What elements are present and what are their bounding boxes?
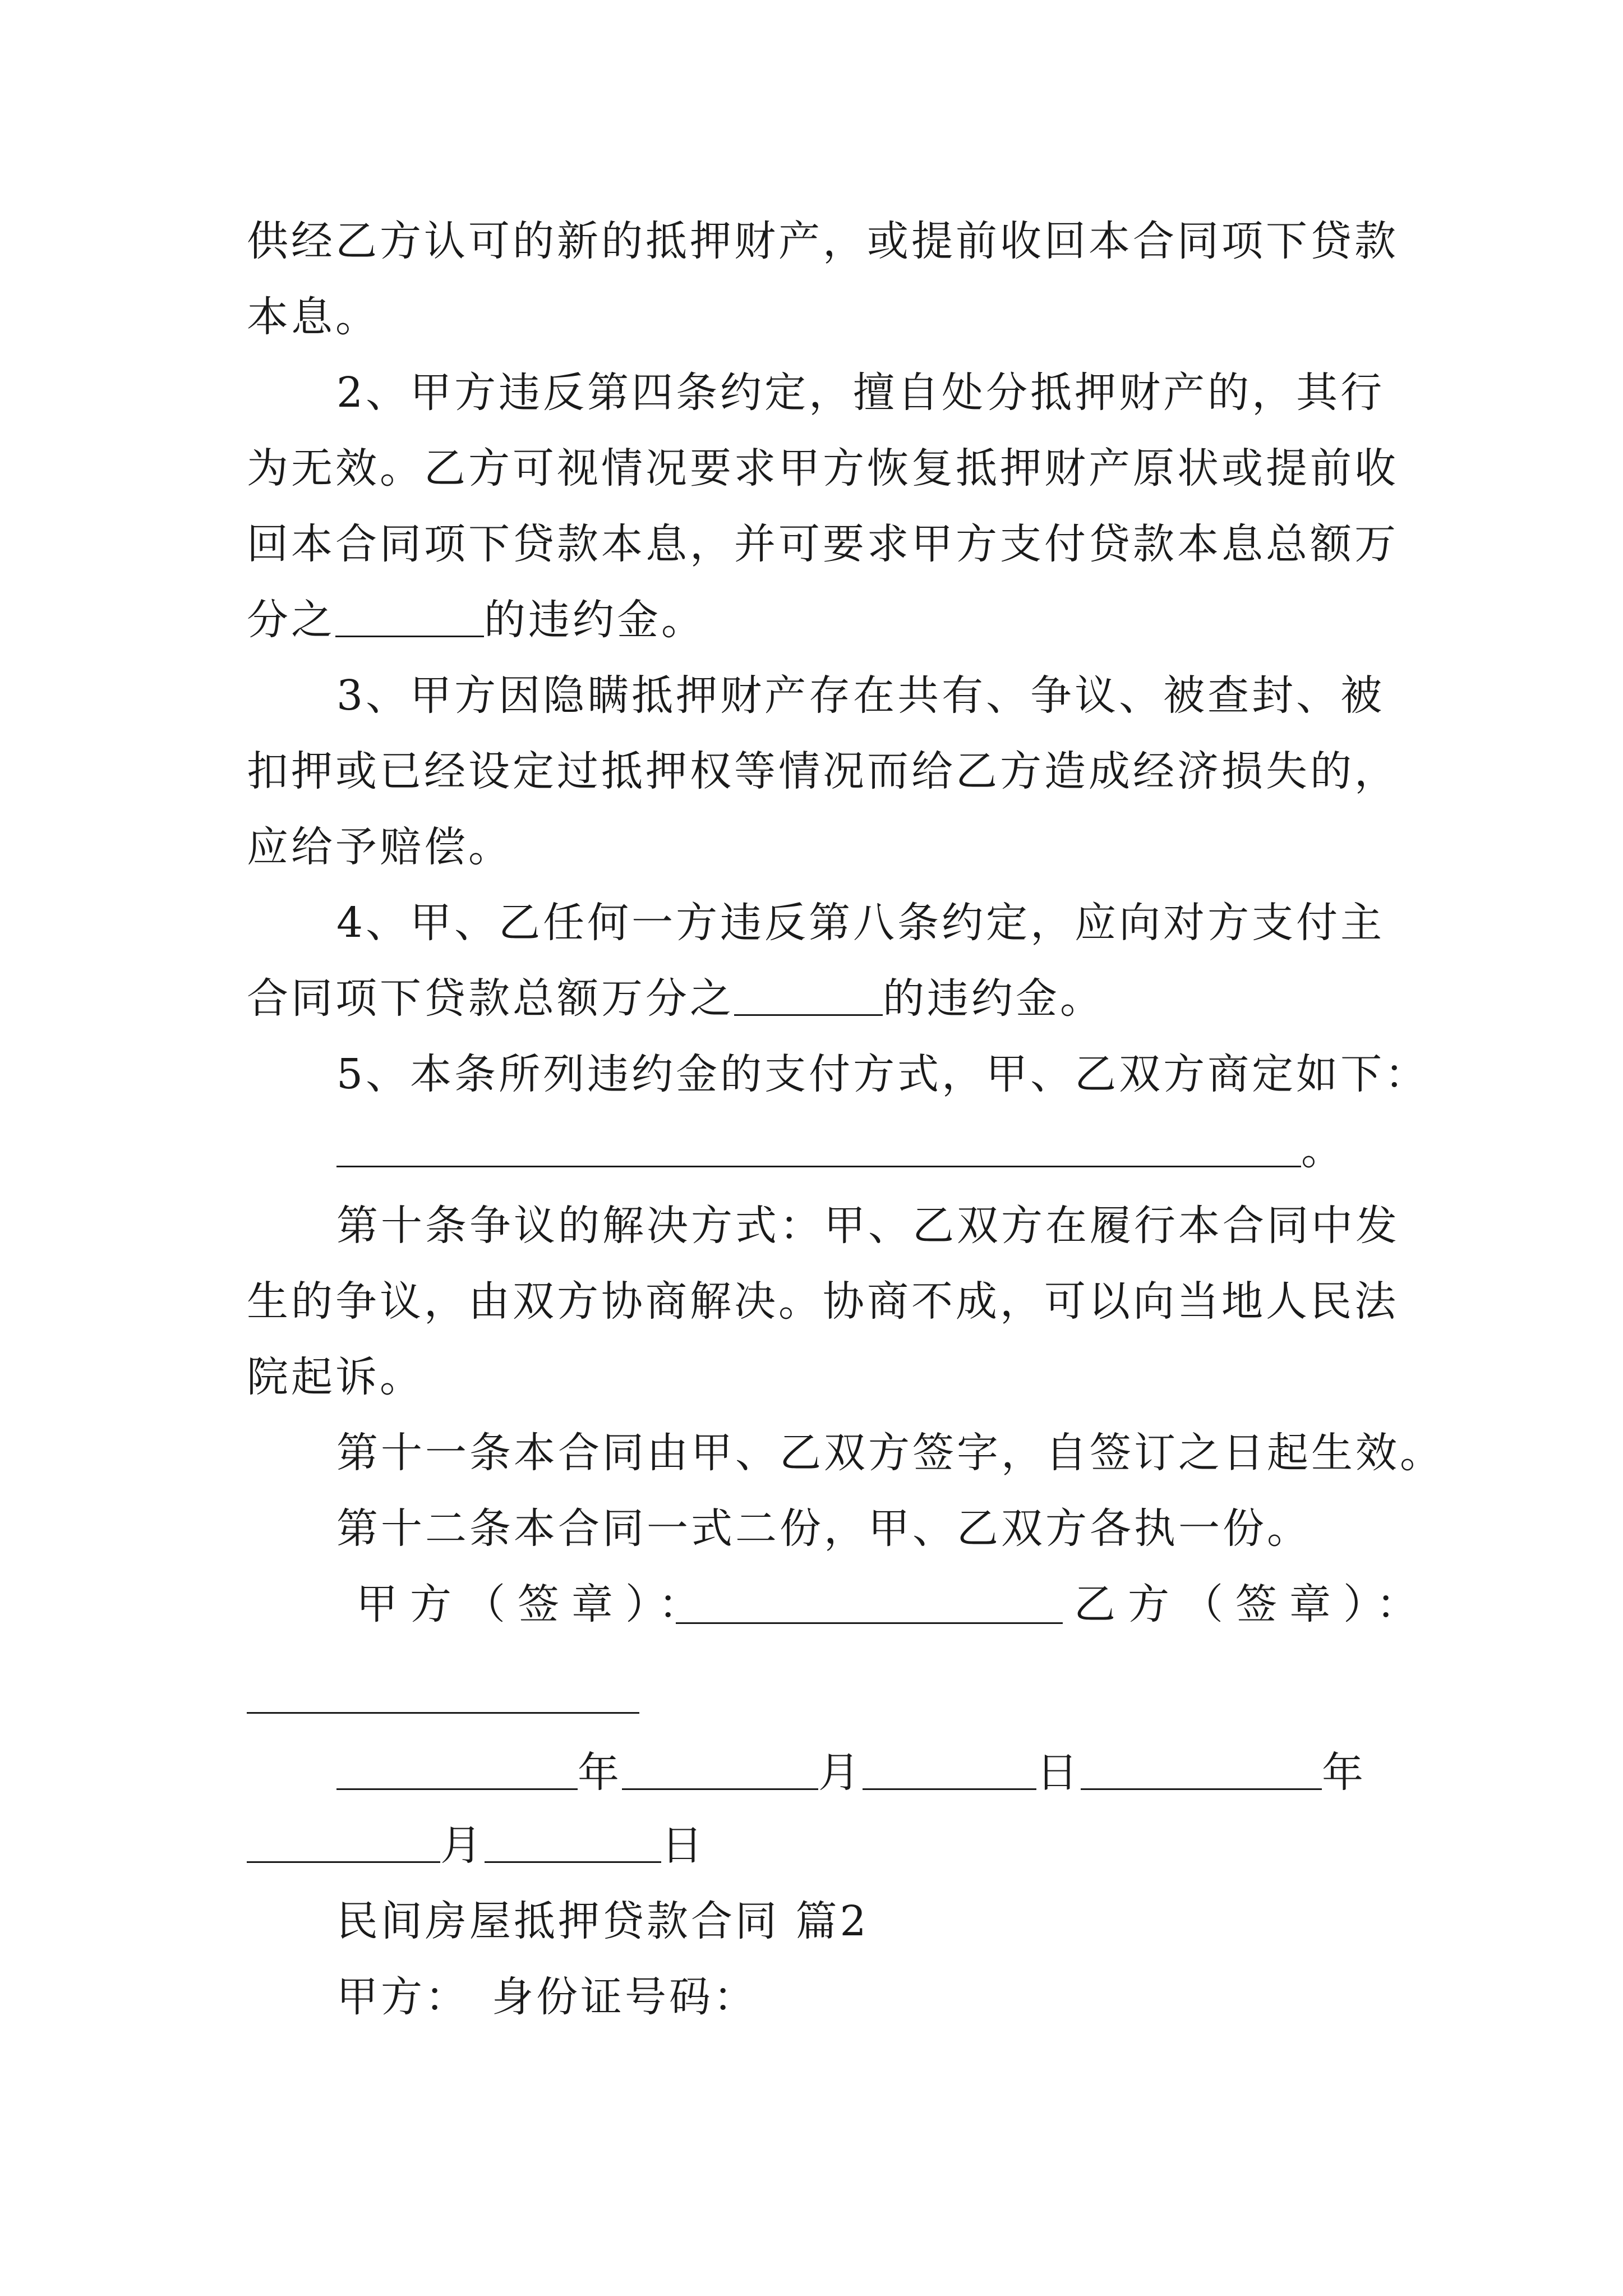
fill-blank	[247, 1818, 440, 1863]
fill-blank	[863, 1745, 1036, 1790]
fill-blank	[485, 1818, 661, 1863]
date-month-label: 月	[440, 1821, 485, 1870]
paragraph-line: 4、甲、乙任何一方违反第八条约定，应向对方支付主	[336, 899, 1385, 947]
line-text: 合同项下贷款总额万分之	[247, 974, 734, 1023]
fill-blank	[1081, 1745, 1322, 1790]
line-text: 的违约金。	[484, 596, 706, 644]
contract-title: 民间房屋抵押贷款合同 篇2	[336, 1897, 869, 1945]
party-a-signature-label: 甲方（签章）：	[356, 1580, 712, 1628]
paragraph-line: 第十一条本合同由甲、乙双方签字，自签订之日起生效。	[336, 1429, 1444, 1477]
id-number-label: 身份证号码：	[492, 1973, 758, 2021]
paragraph-line	[247, 592, 706, 648]
date-year-label: 年	[1322, 1749, 1366, 1797]
paragraph-line: 院起诉。	[247, 1353, 424, 1401]
date-day-label: 日	[661, 1821, 706, 1870]
party-b-signature-label: 乙方（签章）：	[1074, 1580, 1430, 1628]
date-day-label: 日	[1036, 1749, 1081, 1797]
date-line	[247, 1818, 706, 1874]
date-line	[336, 1745, 1366, 1801]
paragraph-line: 生的争议，由双方协商解决。协商不成，可以向当地人民法	[247, 1277, 1399, 1326]
paragraph-line: 5、本条所列违约金的支付方式，甲、乙双方商定如下：	[336, 1050, 1430, 1098]
paragraph-line: 应给予赔偿。	[247, 823, 513, 871]
paragraph-line: 3、甲方因隐瞒抵押财产存在共有、争议、被查封、被	[336, 671, 1385, 720]
paragraph-line	[336, 1122, 1345, 1178]
party-a-line	[336, 1969, 758, 2025]
date-year-label: 年	[578, 1749, 622, 1797]
fill-blank	[336, 1745, 578, 1790]
line-text: 的违约金。	[883, 974, 1104, 1023]
paragraph-line	[247, 970, 1104, 1027]
signature-line	[247, 1712, 639, 1714]
fill-blank	[335, 592, 484, 637]
paragraph-line: 回本合同项下贷款本息，并可要求甲方支付贷款本息总额万	[247, 520, 1399, 568]
paragraph-line: 2、甲方违反第四条约定，擅自处分抵押财产的，其行	[336, 369, 1385, 417]
fill-blank	[622, 1745, 818, 1790]
paragraph-line: 第十二条本合同一式二份，甲、乙双方各执一份。	[336, 1504, 1311, 1553]
paragraph-line: 供经乙方认可的新的抵押财产，或提前收回本合同项下贷款	[247, 217, 1399, 265]
fill-blank	[336, 1122, 1301, 1167]
signature-line	[676, 1622, 1063, 1624]
line-text: 分之	[247, 596, 335, 644]
paragraph-line: 为无效。乙方可视情况要求甲方恢复抵押财产原状或提前收	[247, 444, 1399, 493]
fill-blank	[734, 970, 883, 1016]
paragraph-line: 第十条争议的解决方式：甲、乙双方在履行本合同中发	[336, 1202, 1400, 1250]
party-a-label: 甲方：	[336, 1973, 469, 2021]
line-text: 。	[1301, 1126, 1345, 1174]
paragraph-line: 本息。	[247, 293, 380, 341]
date-month-label: 月	[818, 1749, 863, 1797]
paragraph-line: 扣押或已经设定过抵押权等情况而给乙方造成经济损失的，	[247, 747, 1399, 795]
